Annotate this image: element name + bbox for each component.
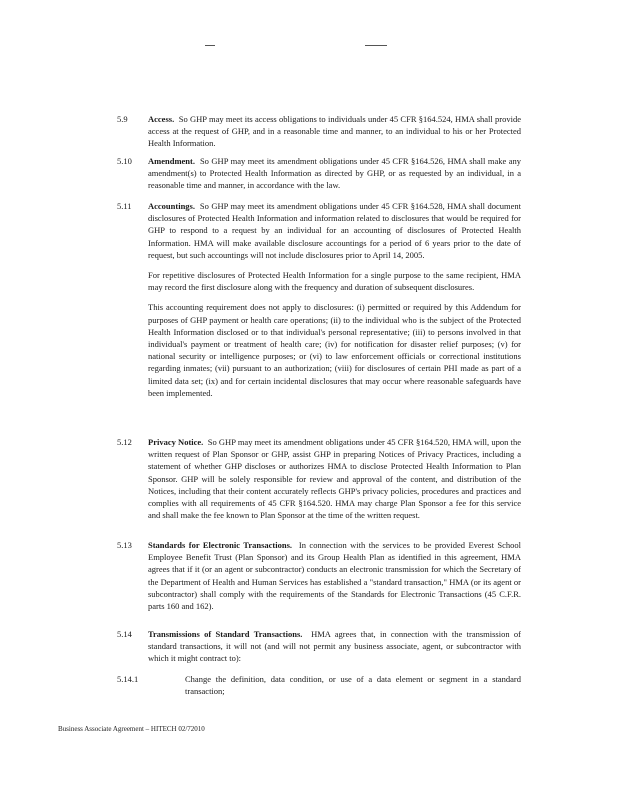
section-heading: Accountings. bbox=[148, 201, 195, 211]
section-5-13 bbox=[117, 539, 521, 612]
section-paragraph: So GHP may meet its access obligations to individuals under 45 CFR §164.524, HMA shall provide access at the request of GHP, and in a reasonable time and manner, to an individual to his or her Protected Health Information. bbox=[148, 114, 521, 149]
section-5-11 bbox=[117, 200, 521, 399]
section-heading: Access. bbox=[148, 114, 175, 124]
page-footer: Business Associate Agreement – HITECH 02/72010 bbox=[58, 725, 205, 733]
section-paragraph: For repetitive disclosures of Protected Health Information for a single purpose to the same recipient, HMA may record the first disclosure along with the frequency and duration of subsequent disclosures. bbox=[148, 270, 521, 293]
section-5-10 bbox=[117, 155, 521, 192]
section-heading: Privacy Notice. bbox=[148, 437, 204, 447]
section-number: 5.14 bbox=[117, 629, 132, 639]
section-5-12 bbox=[117, 436, 521, 521]
section-5-9 bbox=[117, 113, 521, 150]
section-paragraph: This accounting requirement does not apply to disclosures: (i) permitted or required by this Addendum for purposes of GHP payment or health care operations; (ii) to the individual who is the subject of the Protected Health Information disclosed or to that individual's personal representative; (iii) to persons involved in that individual's payment or treatment of health care; (iv) for notification for disaster relief purposes; (v) for national security or intelligence purposes; or (vi) to law enforcement officials or correctional institutions regarding inmates; (vii) pursuant to an authorization; (viii) for disclosures of certain PHI made as part of a limited data set; (ix) and for certain incidental disclosures that may occur where reasonable safeguards have been implemented. bbox=[148, 302, 521, 398]
section-paragraph: HMA agrees that, in connection with the transmission of standard transactions, it will not (and will not permit any business associate, agent, or subcontractor with which it might contract to): bbox=[148, 629, 521, 664]
section-number: 5.9 bbox=[117, 114, 128, 124]
section-heading: Amendment. bbox=[148, 156, 195, 166]
section-heading: Standards for Electronic Transactions. bbox=[148, 540, 293, 550]
section-paragraph: So GHP may meet its amendment obligations under 45 CFR §164.526, HMA shall make any amendment(s) to Protected Health Information as directed by GHP, or as requested by an individual, in a reasonable time and manner, in accordance with the law. bbox=[148, 156, 521, 191]
subsection-text: Change the definition, data condition, or use of a data element or segment in a standard transaction; bbox=[185, 673, 521, 696]
section-number: 5.13 bbox=[117, 540, 132, 550]
section-paragraph: In connection with the services to be provided Everest School Employee Benefit Trust (Plan Sponsor) and its Group Health Plan as identified in this agreement, HMA agrees that if it (or an agent or subcontractor) conducts an electronic transmission for which the Secretary of the Department of Health and Human Services has established a "standard transaction," HMA (or its agent or subcontractor) shall comply with the requirements of the Standards for Electronic Transactions (45 C.F.R. parts 160 and 162). bbox=[148, 540, 521, 612]
section-paragraph: So GHP may meet its amendment obligations under 45 CFR §164.520, HMA will, upon the written request of Plan Sponsor or GHP, assist GHP in preparing Notices of Privacy Practices, including a statement of whether GHP discloses or authorizes HMA to disclose Protected Health Information to Plan Sponsor. GHP will be solely responsible for review and approval of the content, and distribution of the Notices, including that their content accurately reflects GHP's privacy policies, procedures and practices and complies with all requirements of 45 CFR §164.520. HMA may charge Plan Sponsor a fee for this service and shall make the fee known to Plan Sponsor at the time of the written request. bbox=[148, 437, 521, 521]
section-number: 5.10 bbox=[117, 156, 132, 166]
scan-mark-left bbox=[205, 45, 215, 46]
section-5-14 bbox=[117, 628, 521, 697]
section-paragraph: So GHP may meet its amendment obligations under 45 CFR §164.528, HMA shall document disclosures of Protected Health Information and information related to disclosures that would be required for GHP to respond to a request by an individual for an accounting of disclosures of Protected Health Information. HMA will make available disclosure accountings for a period of 6 years prior to the date of request, but such accountings will not include disclosures prior to April 14, 2005. bbox=[148, 201, 522, 260]
section-number: 5.11 bbox=[117, 201, 132, 211]
subsection-5-14-1 bbox=[117, 673, 521, 697]
scan-mark-right bbox=[365, 45, 387, 46]
subsection-number: 5.14.1 bbox=[117, 673, 139, 684]
section-heading: Transmissions of Standard Transactions. bbox=[148, 629, 303, 639]
section-number: 5.12 bbox=[117, 437, 132, 447]
